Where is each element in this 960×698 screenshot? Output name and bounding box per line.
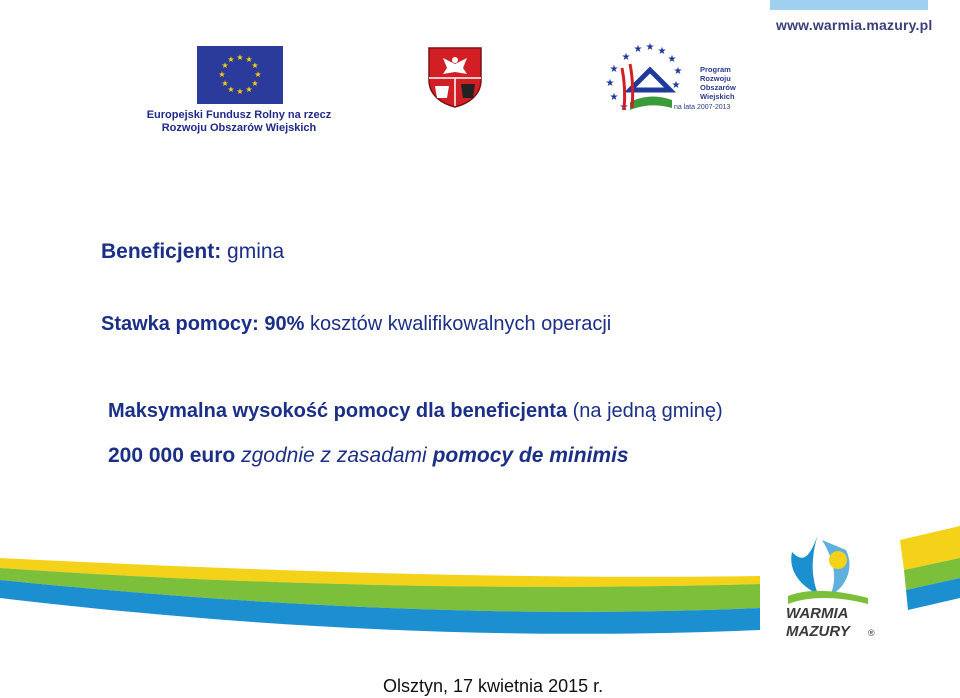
stawka-value: 90%	[264, 313, 305, 335]
svg-text:★: ★	[667, 54, 677, 65]
svg-text:★: ★	[221, 79, 229, 88]
svg-text:★: ★	[251, 61, 259, 70]
prow-label-1: Program	[700, 65, 731, 74]
eu-flag-icon	[197, 46, 283, 104]
prow-logo-icon	[600, 38, 740, 120]
prow-label-2: Rozwoju	[700, 74, 731, 83]
svg-text:★: ★	[619, 102, 629, 113]
url-banner	[770, 0, 960, 34]
prow-label-4: Wiejskich	[700, 92, 735, 101]
site-url[interactable]: www.warmia.mazury.pl	[776, 17, 933, 33]
max-amount-note: (na jedną gminę)	[572, 400, 723, 422]
amount-value: 200 000 euro	[108, 444, 236, 467]
footer-date: Olsztyn, 17 kwietnia 2015 r.	[383, 676, 604, 696]
beneficjent-label: Beneficjent:	[101, 240, 222, 263]
warmia-mazury-logo-icon	[778, 530, 878, 642]
beneficjent-row	[101, 240, 284, 264]
eu-fund-caption	[108, 109, 370, 135]
prow-label-3: Obszarów	[700, 83, 736, 92]
max-amount-row	[108, 400, 723, 423]
svg-text:★: ★	[621, 52, 631, 63]
svg-text:★: ★	[633, 44, 643, 55]
svg-text:★: ★	[251, 79, 259, 88]
logo-mazury-text: MAZURY	[786, 623, 850, 640]
eu-caption-line-1: Europejski Fundusz Rolny na rzecz	[146, 109, 332, 121]
amount-de-minimis: pomocy de minimis	[432, 444, 629, 467]
svg-text:★: ★	[218, 70, 226, 79]
svg-text:★: ★	[671, 80, 681, 91]
amount-row	[108, 444, 629, 468]
beneficjent-value: gmina	[227, 240, 285, 263]
svg-text:★: ★	[245, 85, 253, 94]
svg-text:★: ★	[236, 53, 244, 62]
svg-text:★: ★	[673, 66, 683, 77]
svg-text:★: ★	[221, 61, 229, 70]
svg-text:★: ★	[609, 64, 619, 75]
svg-text:★: ★	[609, 92, 619, 103]
coat-of-arms-icon	[427, 46, 483, 108]
svg-text:★: ★	[645, 42, 655, 53]
svg-text:★: ★	[245, 55, 253, 64]
stawka-label: Stawka pomocy:	[101, 313, 259, 335]
eu-caption-line-2: Rozwoju Obszarów Wiejskich	[161, 122, 317, 134]
stawka-text: kosztów kwalifikowalnych operacji	[309, 313, 612, 335]
svg-text:★: ★	[657, 46, 667, 57]
svg-text:★: ★	[236, 87, 244, 96]
svg-text:★: ★	[227, 85, 235, 94]
logo-warmia-text: WARMIA	[786, 605, 849, 622]
svg-text:★: ★	[605, 78, 615, 89]
amount-text: zgodnie z zasadami	[241, 444, 427, 467]
logo-registered-mark: ®	[868, 628, 875, 638]
prow-years: na lata 2007-2013	[674, 104, 731, 111]
stawka-row	[101, 313, 611, 336]
svg-text:★: ★	[254, 70, 262, 79]
svg-text:★: ★	[227, 55, 235, 64]
max-amount-label: Maksymalna wysokość pomocy dla beneficjenta	[108, 400, 568, 422]
url-banner-bar	[770, 0, 928, 10]
